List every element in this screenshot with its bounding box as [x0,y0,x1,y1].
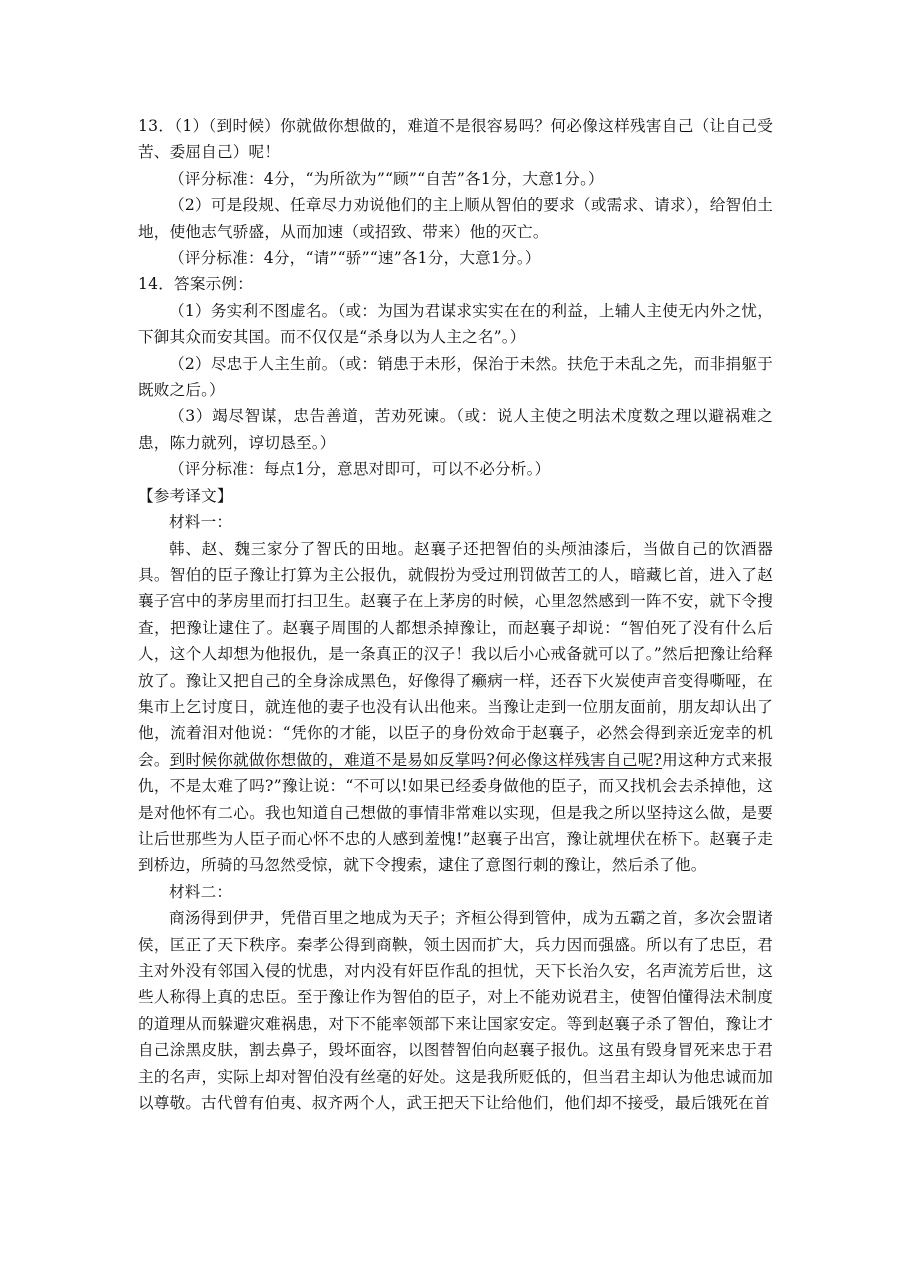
material-1-underlined-sentence: 到时候你就做你想做的，难道不是易如反掌吗?何必像这样残害自己呢? [169,750,663,769]
answer-content [138,113,773,1116]
material-1-text [138,536,773,879]
q13-scoring-1: （评分标准：4分，“为所欲为”“顾”“自苦”各1分，大意1分。） [169,169,604,188]
material-2-text: 商汤得到伊尹，凭借百里之地成为天子；齐桓公得到管仲，成为五霸之首，多次会盟诸侯，匡正了天下秩序。秦孝公得到商鞅，领土因而扩大，兵力因而强盛。所以有了忠臣，君主对外没有邻国入侵的忧患，对内没有奸臣作乱的担忧，天下长治久安，名声流芳后世，这些人称得上真的忠臣。至于豫让作为智伯的臣子，对上不能劝说君主，使智伯懂得法术制度的道理从而躲避灾难祸患，对下不能率领部下来让国家安定。等到赵襄子杀了智伯，豫让才自己涂黑皮肤，割去鼻子，毁坏面容，以图替智伯向赵襄子报仇。这虽有毁身冒死来忠于君主的名声，实际上却对智伯没有丝毫的好处。这是我所贬低的，但当君主却认为他忠诚而加以尊敬。古代曾有伯夷、叔齐两个人，武王把天下让给他们，他们却不接受，最后饿死在首 [138,909,773,1113]
q13-answer-2: （2）可是段规、任章尽力劝说他们的主上顺从智伯的要求（或需求、请求），给智伯土地，使他志气骄盛，从而加速（或招致、带来）他的灭亡。 [138,196,773,241]
q14-point-2: （2）尽忠于人主生前。（或：销患于未形，保治于未然。扶危于未乱之先，而非捐躯于既败之后。） [138,354,773,400]
q14-title: 14．答案示例： [138,275,254,294]
material-1-text-part-b: 用这种方式来报仇，不是太难了吗?”豫让说：“不可以!如果已经委身做他的臣子，而又找机会去杀掉他，这是对他怀有二心。我也知道自己想做的事情非常难以实现，但是我之所以坚持这么做，是要让后世那些为人臣子而心怀不忠的人感到羞愧!”赵襄子出宫，豫让就埋伏在桥下。赵襄子走到桥边，所骑的马忽然受惊，就下令搜索，逮住了意图行刺的豫让，然后杀了他。 [138,750,773,875]
q14-point-3: （3）竭尽智谋，忠告善道，苦劝死谏。（或：说人主使之明法术度数之理以避祸难之患，陈力就列，谆切恳至。） [138,407,773,452]
material-1-text-part-a: 韩、赵、魏三家分了智氏的田地。赵襄子还把智伯的头颅油漆后，当做自己的饮酒器具。智伯的臣子豫让打算为主公报仇，就假扮为受过刑罚做苦工的人，暗藏匕首，进入了赵襄子宫中的茅房里而打扫卫生。赵襄子在上茅房的时候，心里忽然感到一阵不安，就下令搜查，把豫让逮住了。赵襄子周围的人都想杀掉豫让，而赵襄子却说：“智伯死了没有什么后人，这个人却想为他报仇，是一条真正的汉子！我以后小心戒备就可以了。”然后把豫让给释放了。豫让又把自己的全身涂成黑色，好像得了癞病一样，还吞下火炭使声音变得嘶哑，在集市上乞讨度日，就连他的妻子也没有认出他来。当豫让走到一位朋友面前，朋友却认出了他，流着泪对他说：“凭你的才能，以臣子的身份效命于赵襄子，必然会得到亲近宠幸的机会。 [138,539,773,769]
q13-scoring-2: （评分标准：4分，“请”“骄”“速”各1分，大意1分。） [169,249,541,268]
q14-scoring: （评分标准：每点1分，意思对即可，可以不必分析。） [169,460,551,479]
q14-point-1: （1）务实利不图虚名。（或：为国为君谋求实实在在的利益，上辅人主使无内外之忧，下御其众而安其国。而不仅仅是“杀身以为人主之名”。） [138,301,773,347]
translation-heading: 【参考译文】 [138,486,233,505]
material-1-label: 材料一： [169,513,233,532]
q13-answer-1: 13．（1）（到时候）你就做你想做的，难道不是很容易吗？何必像这样残害自己（让自己受苦、委屈自己）呢！ [138,117,773,162]
material-2-label: 材料二： [169,882,233,901]
